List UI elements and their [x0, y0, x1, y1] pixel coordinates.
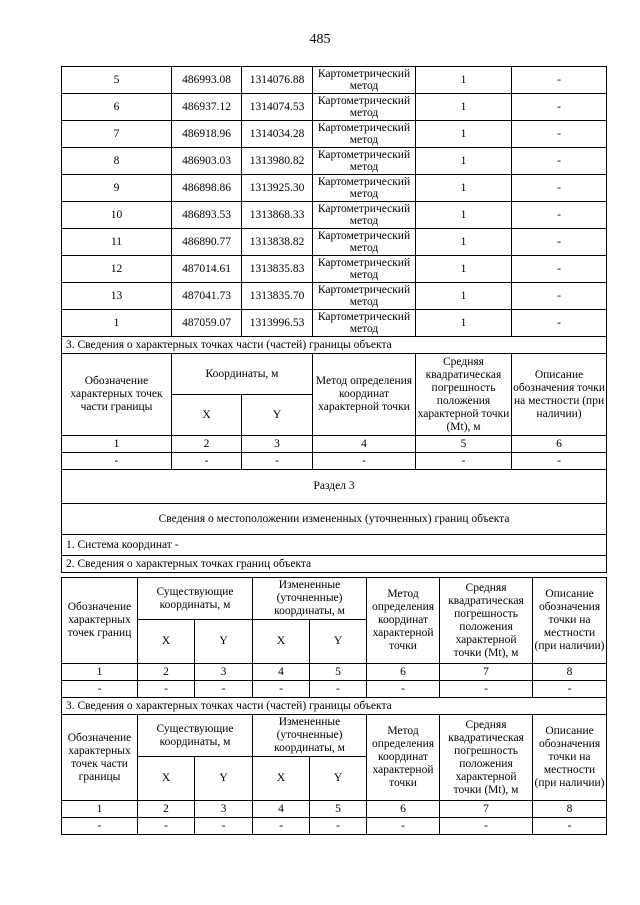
- point-number: 7: [62, 121, 172, 148]
- mt-cell: 1: [416, 94, 512, 121]
- empty-cell: -: [253, 818, 310, 835]
- empty-cell: -: [440, 818, 533, 835]
- description-cell: -: [512, 67, 607, 94]
- point-number: 13: [62, 283, 172, 310]
- description-cell: -: [512, 283, 607, 310]
- description-cell: -: [512, 229, 607, 256]
- table-row: [62, 67, 607, 94]
- empty-cell: -: [62, 453, 172, 470]
- header-changed-coords: Измененные (уточненные) координаты, м: [253, 715, 367, 757]
- coord-x: 486893.53: [172, 202, 242, 229]
- header-description: Описание обозначения точки на местности (при наличии): [533, 578, 607, 664]
- header-y: Y: [195, 620, 253, 664]
- table-row: [62, 94, 607, 121]
- empty-cell: -: [172, 453, 242, 470]
- method-cell: Картометрический метод: [313, 94, 416, 121]
- page-number: 485: [309, 32, 331, 47]
- mt-cell: 1: [416, 310, 512, 337]
- coord-y: 1314034.28: [242, 121, 313, 148]
- column-number: 6: [367, 664, 440, 681]
- coord-y: 1314074.53: [242, 94, 313, 121]
- column-number: 2: [138, 664, 195, 681]
- table-row: [62, 310, 607, 337]
- header-coordinates: Координаты, м: [172, 354, 313, 395]
- empty-cell: -: [138, 681, 195, 698]
- empty-cell: -: [512, 453, 607, 470]
- coord-x: 486918.96: [172, 121, 242, 148]
- empty-cell: -: [367, 818, 440, 835]
- header-designation: Обозначение характерных точек части границы: [62, 354, 172, 436]
- table-row: [62, 664, 607, 681]
- method-cell: Картометрический метод: [313, 229, 416, 256]
- header-y: Y: [310, 620, 367, 664]
- method-cell: Картометрический метод: [313, 175, 416, 202]
- mt-cell: 1: [416, 148, 512, 175]
- mt-cell: 1: [416, 121, 512, 148]
- mt-cell: 1: [416, 283, 512, 310]
- header-mt: Средняя квадратическая погрешность положения характерной точки (Mt), м: [440, 715, 533, 801]
- mt-cell: 1: [416, 67, 512, 94]
- coord-y: 1313980.82: [242, 148, 313, 175]
- column-number: 8: [533, 801, 607, 818]
- table-row: [62, 681, 607, 698]
- empty-cell: -: [62, 681, 138, 698]
- table-row: [62, 175, 607, 202]
- column-number: 4: [253, 664, 310, 681]
- header-method: Метод определения координат характерной точки: [367, 578, 440, 664]
- points-table: [61, 66, 607, 337]
- coord-x: 486937.12: [172, 94, 242, 121]
- empty-cell: -: [242, 453, 313, 470]
- section3-subtitle: Сведения о местоположении измененных (уточненных) границ объекта: [62, 504, 607, 535]
- empty-cell: -: [367, 681, 440, 698]
- changed-points-table: [61, 577, 607, 835]
- method-cell: Картометрический метод: [313, 202, 416, 229]
- description-cell: -: [512, 175, 607, 202]
- table-row: [62, 202, 607, 229]
- empty-cell: -: [253, 681, 310, 698]
- coord-x: 487014.61: [172, 256, 242, 283]
- coord-y: 1313838.82: [242, 229, 313, 256]
- method-cell: Картометрический метод: [313, 256, 416, 283]
- coord-y: 1313835.83: [242, 256, 313, 283]
- mt-cell: 1: [416, 175, 512, 202]
- header-x: X: [138, 757, 195, 801]
- column-number: 5: [310, 801, 367, 818]
- header-x: X: [253, 620, 310, 664]
- header-mt: Средняя квадратическая погрешность положения характерной точки (Mt), м: [440, 578, 533, 664]
- point-number: 6: [62, 94, 172, 121]
- empty-cell: -: [533, 681, 607, 698]
- coord-x: 487059.07: [172, 310, 242, 337]
- empty-cell: -: [195, 681, 253, 698]
- table-row: [62, 801, 607, 818]
- section3-title: Раздел 3: [62, 470, 607, 504]
- empty-cell: -: [62, 818, 138, 835]
- coord-y: 1313925.30: [242, 175, 313, 202]
- column-number: 7: [440, 664, 533, 681]
- header-changed-coords: Измененные (уточненные) координаты, м: [253, 578, 367, 620]
- table-row: [62, 283, 607, 310]
- column-number: 3: [195, 801, 253, 818]
- description-cell: -: [512, 310, 607, 337]
- header-method: Метод определения координат характерной точки: [313, 354, 416, 436]
- header-x: X: [138, 620, 195, 664]
- point-number: 12: [62, 256, 172, 283]
- description-cell: -: [512, 256, 607, 283]
- header-y: Y: [310, 757, 367, 801]
- description-cell: -: [512, 202, 607, 229]
- table-row: [62, 121, 607, 148]
- table-row: [62, 148, 607, 175]
- coord-y: 1313868.33: [242, 202, 313, 229]
- empty-cell: -: [416, 453, 512, 470]
- column-number: 2: [138, 801, 195, 818]
- method-cell: Картометрический метод: [313, 121, 416, 148]
- description-cell: -: [512, 148, 607, 175]
- column-number: 3: [195, 664, 253, 681]
- parts-section-title: 3. Сведения о характерных точках части (частей) границы объекта: [62, 698, 607, 715]
- empty-cell: -: [533, 818, 607, 835]
- column-number: 2: [172, 436, 242, 453]
- header-description: Описание обозначения точки на местности (при наличии): [512, 354, 607, 436]
- header-y: Y: [195, 757, 253, 801]
- description-cell: -: [512, 94, 607, 121]
- coord-x: 487041.73: [172, 283, 242, 310]
- column-number: 6: [512, 436, 607, 453]
- method-cell: Картометрический метод: [313, 148, 416, 175]
- description-cell: -: [512, 121, 607, 148]
- point-number: 8: [62, 148, 172, 175]
- coord-y: 1313996.53: [242, 310, 313, 337]
- table-row: [62, 818, 607, 835]
- column-number: 4: [313, 436, 416, 453]
- coord-x: 486898.86: [172, 175, 242, 202]
- point-number: 1: [62, 310, 172, 337]
- header-description: Описание обозначения точки на местности (при наличии): [533, 715, 607, 801]
- header-existing-coords: Существующие координаты, м: [138, 715, 253, 757]
- header-x: X: [172, 395, 242, 436]
- empty-cell: -: [138, 818, 195, 835]
- point-number: 5: [62, 67, 172, 94]
- table-row: [62, 229, 607, 256]
- empty-cell: -: [440, 681, 533, 698]
- point-number: 9: [62, 175, 172, 202]
- empty-cell: -: [310, 681, 367, 698]
- empty-cell: -: [310, 818, 367, 835]
- column-number: 6: [367, 801, 440, 818]
- column-number: 1: [62, 436, 172, 453]
- coord-x: 486903.03: [172, 148, 242, 175]
- column-number: 4: [253, 801, 310, 818]
- method-cell: Картометрический метод: [313, 283, 416, 310]
- coord-system: 1. Система координат -: [62, 535, 607, 556]
- mt-cell: 1: [416, 202, 512, 229]
- coord-x: 486890.77: [172, 229, 242, 256]
- header-designation: Обозначение характерных точек границ: [62, 578, 138, 664]
- points-section-title: 2. Сведения о характерных точках границ объекта: [62, 556, 607, 573]
- column-number: 5: [416, 436, 512, 453]
- table-row: [62, 256, 607, 283]
- mt-cell: 1: [416, 256, 512, 283]
- header-mt: Средняя квадратическая погрешность положения характерной точки (Mt), м: [416, 354, 512, 436]
- parts-section-title: 3. Сведения о характерных точках части (частей) границы объекта: [62, 337, 607, 354]
- coord-y: 1313835.70: [242, 283, 313, 310]
- method-cell: Картометрический метод: [313, 310, 416, 337]
- header-method: Метод определения координат характерной точки: [367, 715, 440, 801]
- coord-x: 486993.08: [172, 67, 242, 94]
- coord-y: 1314076.88: [242, 67, 313, 94]
- method-cell: Картометрический метод: [313, 67, 416, 94]
- header-existing-coords: Существующие координаты, м: [138, 578, 253, 620]
- header-y: Y: [242, 395, 313, 436]
- column-number: 1: [62, 664, 138, 681]
- point-number: 11: [62, 229, 172, 256]
- table-row: [62, 453, 607, 470]
- empty-cell: -: [195, 818, 253, 835]
- header-x: X: [253, 757, 310, 801]
- column-number: 1: [62, 801, 138, 818]
- table-row: [62, 436, 607, 453]
- column-number: 5: [310, 664, 367, 681]
- column-number: 8: [533, 664, 607, 681]
- header-designation: Обозначение характерных точек части границы: [62, 715, 138, 801]
- mt-cell: 1: [416, 229, 512, 256]
- parts-table: [61, 336, 607, 573]
- column-number: 3: [242, 436, 313, 453]
- point-number: 10: [62, 202, 172, 229]
- column-number: 7: [440, 801, 533, 818]
- empty-cell: -: [313, 453, 416, 470]
